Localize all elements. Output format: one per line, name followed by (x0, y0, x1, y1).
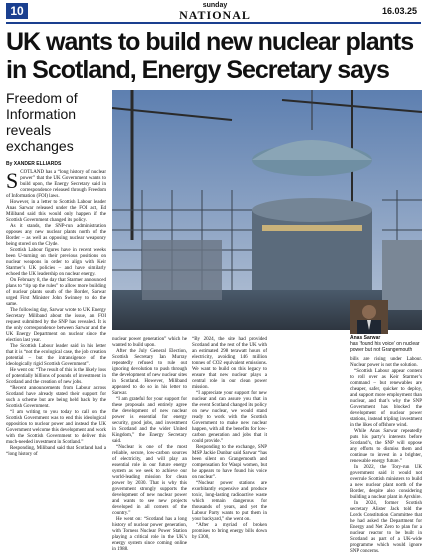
paragraph: “Nuclear power stations are exorbitantly expensive and produce toxic, long-lasting radioactive waste which remain dangerous for thousands of years, and yet the Labour Party wants to put them in your backyard,” she went on. (192, 481, 267, 522)
paragraph: The following day, Sarwar wrote to UK Energy Secretary Miliband about the issue, an FOI request submitted by the SNP has revealed. It is the only correspondence between Sarwar and the UK Energy Department on nuclear since the election last year. (6, 308, 106, 343)
page-number: 10 (6, 3, 28, 19)
paragraph: In 2024, former Scottish secretary Alister Jack told the Lords Constitution Committee that he had asked the Department for Energy and Net Zero to plan for a nuclear reactor to be built in Scotland as part of a UK-wide programme which would ignore SNP concerns. (350, 501, 422, 554)
paragraph: He went on: “The result of this is the likely loss of potentially billions of pounds of investment in Scotland and the creation of new jobs. (6, 368, 106, 385)
article-column-3 (192, 337, 267, 541)
caption-text: has ‘found his voice’ on nuclear power but not Grangemouth (350, 341, 420, 353)
article-standfirst: Freedom of Information reveals exchanges (6, 90, 78, 154)
person-portrait (350, 300, 388, 334)
paragraph: While Anas Sarwar repeatedly puts his party’s interests before Scotland’s, the SNP will oppose any efforts to dismiss them and continue to invest in a brighter, renewable energy future.” (350, 429, 422, 464)
paragraph: Scottish Labour figures have in recent weeks been U-turning on their previous positions on nuclear weapons in order to align with Keir Starmer’s UK policies – and have similarly echoed the UK leadership on nuclear energy. (6, 248, 106, 277)
masthead-logo (170, 2, 260, 22)
paragraph: “By 2024, the site had provided Scotland and the rest of the UK with an estimated 298 terawatt hours of electricity, avoiding 146 million tonnes of CO2 equivalent emissions. We want to build on this legacy to ensure that new nuclear plays a central role in our clean power mission. (192, 337, 267, 390)
masthead-main: NATIONAL (179, 8, 251, 22)
paragraph: bills are rising under Labour. Nuclear power is not the solution. (350, 357, 422, 368)
paragraph: SCOTLAND has a “long history of nuclear power” that the UK Government wants to build upon, the Energy Secretary said in correspondence released through Freedom of Information (FOI) laws. (6, 168, 106, 199)
paragraph: After the July General Election, Scottish Secretary Ian Murray repeatedly refused to rule out ignoring devolution to push through the development of new nuclear sites in Scotland. However, Miliband appeared to do so in his letter to Sarwar. (112, 349, 187, 396)
paragraph: As it stands, the SNP-run administration opposes any new nuclear plants north of the Border – as well as opposing nuclear weaponry being stored on the Clyde. (6, 224, 106, 247)
header-divider (6, 22, 421, 24)
nuclear-plant-photo (112, 90, 422, 330)
paragraph: The Scottish Labour leader said in his letter that it is “not the ecological case, the job creation potential – but the intransigence of the ideologically rigid Scottish Government”. (6, 344, 106, 367)
paragraph: “I am writing to you today to call on the Scottish Government was to end this ideological opposition to nuclear power and instead the UK Government welcome this development and work with the Scottish Government to deliver this much-needed investment in Scotland.” (6, 410, 106, 445)
article-column-4 (350, 357, 422, 555)
paragraph: “After a myriad of broken promises to bring energy bills down by £300, (192, 523, 267, 540)
issue-date: 16.03.25 (381, 6, 417, 16)
caption-name: Anas Sarwar (350, 335, 381, 341)
paragraph: “I appreciate your support for new nuclear and can assure you that in the event Scotland changed its policy on new nuclear, we would stand ready to work with the Scottish Government to make new nuclear happen, with all the benefits for low-carbon generation and jobs that it could provide.” (192, 391, 267, 444)
paragraph: “Recent announcements from Labour across Scotland have already stated their support for such a scheme but are being held back by the Scottish Government. (6, 386, 106, 409)
article-headline: UK wants to build new nuclear plants in Scotland, Energy Secretary says (6, 28, 414, 84)
article-column-1 (6, 170, 106, 458)
paragraph: On February 8, the day that Starmer announced plans to “rip up the rules” to allow more building of nuclear plants south of the Border, Sarwar urged First Minister John Swinney to do the same. (6, 278, 106, 307)
article-column-2 (112, 337, 187, 553)
lead-photo (112, 90, 422, 330)
portrait-photo (350, 300, 388, 334)
masthead-top: sunday (202, 2, 228, 9)
paragraph: “Scottish Labour appear content to roll over as Keir Starmer’s command – but renewables are cheaper, safer, quicker to deploy, and support more employment than nuclear, and that’s why the SNP Government has blocked the development of nuclear power stations, instead tripling investment in the likes of offshore wind. (350, 369, 422, 428)
paragraph: Responding, Miliband said that Scotland had a “long history of (6, 446, 106, 457)
paragraph: nuclear power generation” which he wanted to build upon. (112, 337, 187, 348)
article-byline: By XANDER ELLIARDS (6, 161, 62, 167)
paragraph: He went on: “Scotland has a long history of nuclear power generation, with Torness Nuclear Power Station playing a critical role in the UK’s energy system since coming online in 1988. (112, 517, 187, 552)
paragraph: However, in a letter to Scottish Labour leader Anas Sarwar released under the FOI act, Ed Miliband said this would only happen if the Scottish Government changed its policy. (6, 200, 106, 223)
paragraph: “I am grateful for your support for these proposals and entirely agree the development of new nuclear power is essential for energy security, good jobs, and investment in Scotland and the wider United Kingdom,” the Energy Secretary said. (112, 397, 187, 444)
paragraph: Responding to the exchange, SNP MSP Jackie Dunbar said Sarwar “has been silent on Grangemouth and compensation for Waspi women, but he appears to have found his voice on nuclear”. (192, 445, 267, 480)
paragraph: In 2022, the Tory-run UK government said it would not overrule Scottish ministers to build a new nuclear plant north of the Border, despite also considering building a nuclear plant in Ayrshire. (350, 465, 422, 500)
photo-caption (350, 335, 420, 353)
paragraph: “Nuclear is one of the most reliable, secure, low-carbon sources of electricity, and will play an essential role in our future energy system as we seek to achieve our world-leading mission for clean power by 2030. That is why this government strongly supports the development of new nuclear power and wants to see new projects developed in all corners of the country.” (112, 445, 187, 516)
page-header (0, 0, 427, 22)
drop-cap: S (6, 168, 19, 193)
